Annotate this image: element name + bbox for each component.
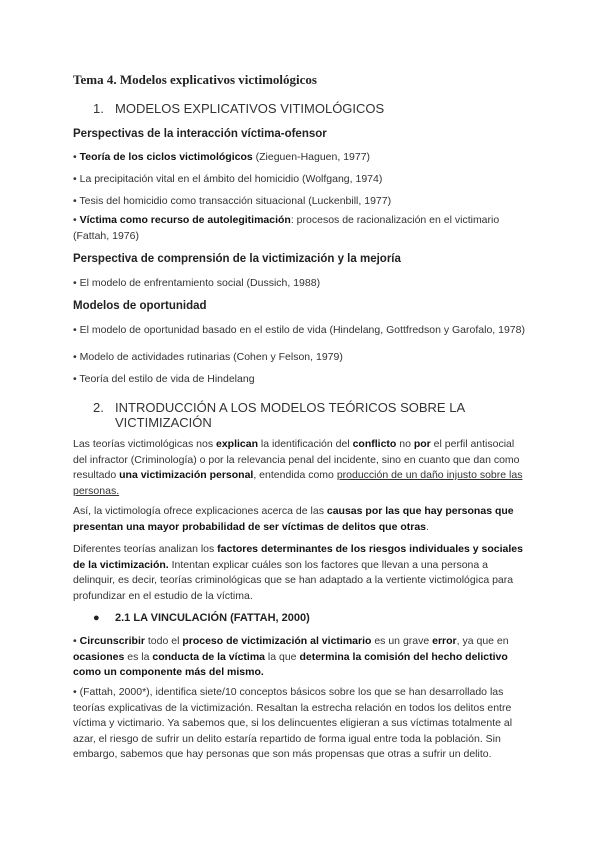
- bullet: •: [73, 214, 77, 226]
- persp2-heading: Perspectiva de comprensión de la victimización y la mejoría: [73, 253, 401, 265]
- section-2-heading: [93, 400, 473, 430]
- paragraph-2: [73, 504, 528, 535]
- persp1-item-2: [73, 172, 528, 188]
- persp3-item-3: [73, 372, 528, 388]
- bullet: •: [73, 635, 77, 647]
- section-2-title: [115, 400, 465, 430]
- paragraph-3: [73, 542, 528, 604]
- p2-bold-1: causas por las que hay personas que presentan una mayor probabilidad de ser víctimas de delitos que otras: [73, 505, 514, 533]
- p4-text-3: , ya que en: [456, 635, 509, 647]
- bullet: •: [73, 277, 77, 289]
- bullet: •: [73, 373, 77, 385]
- persp3-item-1: [73, 323, 533, 339]
- p1-text-4: el perfil antisocial del infractor (Criminología) o por la relevancia penal del incidente, sino en cuanto que dan como resultado: [73, 438, 520, 481]
- p4-bold-4: conducta de la víctima: [152, 650, 265, 663]
- paragraph-1: [73, 437, 528, 499]
- p1-text-2: la identificación del: [258, 438, 353, 450]
- p2-text-1: Así, la victimología ofrece explicaciones acerca de las: [73, 505, 327, 517]
- section-1-heading: [93, 101, 384, 116]
- bullet: •: [73, 195, 77, 207]
- bullet: •: [73, 686, 77, 698]
- p4-bold-1: proceso de victimización al victimario: [182, 635, 372, 647]
- section-1-title: MODELOS EXPLICATIVOS VITIMOLÓGICOS: [115, 101, 385, 116]
- persp1-heading: Perspectivas de la interacción víctima-ofensor: [73, 128, 327, 140]
- p1-text-1: Las teorías victimológicas nos: [73, 438, 216, 450]
- bullet-dot: ●: [93, 612, 100, 624]
- p3-text-2: Intentan explicar cuáles son los factores que llevan a una persona a delinquir, es decir, teorías criminológicas que se han adaptado a la vertiente victimológica para profundizar en el estudio de la víctima.: [73, 558, 514, 602]
- persp1-item-1-rest: (Zieguen-Haguen, 1977): [252, 151, 371, 163]
- p3-text-1: Diferentes teorías analizan los: [73, 543, 218, 555]
- p5-text: (Fattah, 2000*), identifica siete/10 conceptos básicos sobre los que se han desarrollado las teorías explicativas de la victimización. Resaltan la estrecha relación en todos los delitos entre víctima y victimario. Ya sabemos que, si los delincuentes eligieran a sus víctimas totalmente al azar, el riesgo de sufrir un delito estaría repartido de forma igual entre toda la población. Sin embargo, sabemos que hay personas que son más propensas que otras a sufrir un delito.: [73, 686, 513, 760]
- paragraph-5: [73, 685, 528, 763]
- persp3-item-2: [73, 350, 528, 366]
- p4-text-5: la que: [265, 650, 300, 663]
- p4-text-1: todo el: [144, 635, 183, 647]
- p4-bold-3: ocasiones: [73, 650, 125, 663]
- p1-bold-4: una victimización personal: [119, 469, 254, 481]
- persp3-item-3-text: Teoría del estilo de vida de Hindelang: [79, 373, 255, 385]
- p4-bold-0: Circunscribir: [79, 635, 145, 647]
- p4-text-4: es la: [124, 650, 153, 663]
- persp1-item-1-bold: Teoría de los ciclos victimológicos: [79, 151, 253, 163]
- p4-text-2: es un grave: [371, 635, 433, 647]
- bullet: •: [73, 151, 77, 163]
- p1-text-5: , entendida como: [253, 469, 337, 481]
- p1-bold-1: explican: [215, 438, 259, 450]
- section-2-1-heading: [93, 612, 310, 624]
- section-2-1-title: 2.1 LA VINCULACIÓN (FATTAH, 2000): [115, 612, 310, 624]
- persp1-item-4: [73, 213, 533, 244]
- paragraph-4: [73, 634, 528, 681]
- section-2-title-line2: VICTIMIZACIÓN: [115, 415, 212, 430]
- persp1-item-2-text: La precipitación vital en el ámbito del homicidio (Wolfgang, 1974): [79, 173, 383, 185]
- persp1-item-3-text: Tesis del homicidio como transacción situacional (Luckenbill, 1977): [79, 195, 392, 207]
- persp3-item-1-text: El modelo de oportunidad basado en el estilo de vida (Hindelang, Gottfredson y Garofalo, 1978): [79, 324, 525, 336]
- persp3-heading: Modelos de oportunidad: [73, 300, 207, 312]
- persp2-item-1-text: El modelo de enfrentamiento social (Dussich, 1988): [79, 277, 321, 289]
- persp1-item-3: [73, 194, 528, 210]
- persp1-item-4-bold: Víctima como recurso de autolegitimación: [79, 214, 291, 226]
- p1-bold-3: por: [413, 438, 431, 450]
- p3-bold-1: factores determinantes de los riesgos individuales y sociales de la victimización.: [73, 543, 523, 571]
- section-2-number: 2.: [93, 400, 104, 415]
- bullet: •: [73, 351, 77, 363]
- persp3-item-2-text: Modelo de actividades rutinarias (Cohen y Felson, 1979): [79, 351, 343, 363]
- p4-bold-2: error: [432, 635, 457, 647]
- p4-bold-5: determina la comisión del hecho delictivo como un componente más del mismo.: [73, 650, 508, 678]
- bullet: •: [73, 324, 77, 336]
- section-2-title-line1: INTRODUCCIÓN A LOS MODELOS TEÓRICOS SOBRE LA: [115, 400, 466, 415]
- page-title: Tema 4. Modelos explicativos victimológicos: [73, 72, 317, 87]
- p1-underlined: producción de un daño injusto sobre las personas.: [73, 469, 523, 497]
- section-1-number: 1.: [93, 101, 104, 116]
- persp1-item-1: [73, 150, 528, 166]
- p1-text-3: no: [396, 438, 414, 450]
- persp1-item-4-rest: : procesos de racionalización en el victimario (Fattah, 1976): [73, 214, 500, 242]
- persp2-item-1: [73, 276, 528, 292]
- bullet: •: [73, 173, 77, 185]
- p2-text-2: .: [426, 520, 429, 533]
- p1-bold-2: conflicto: [352, 438, 397, 450]
